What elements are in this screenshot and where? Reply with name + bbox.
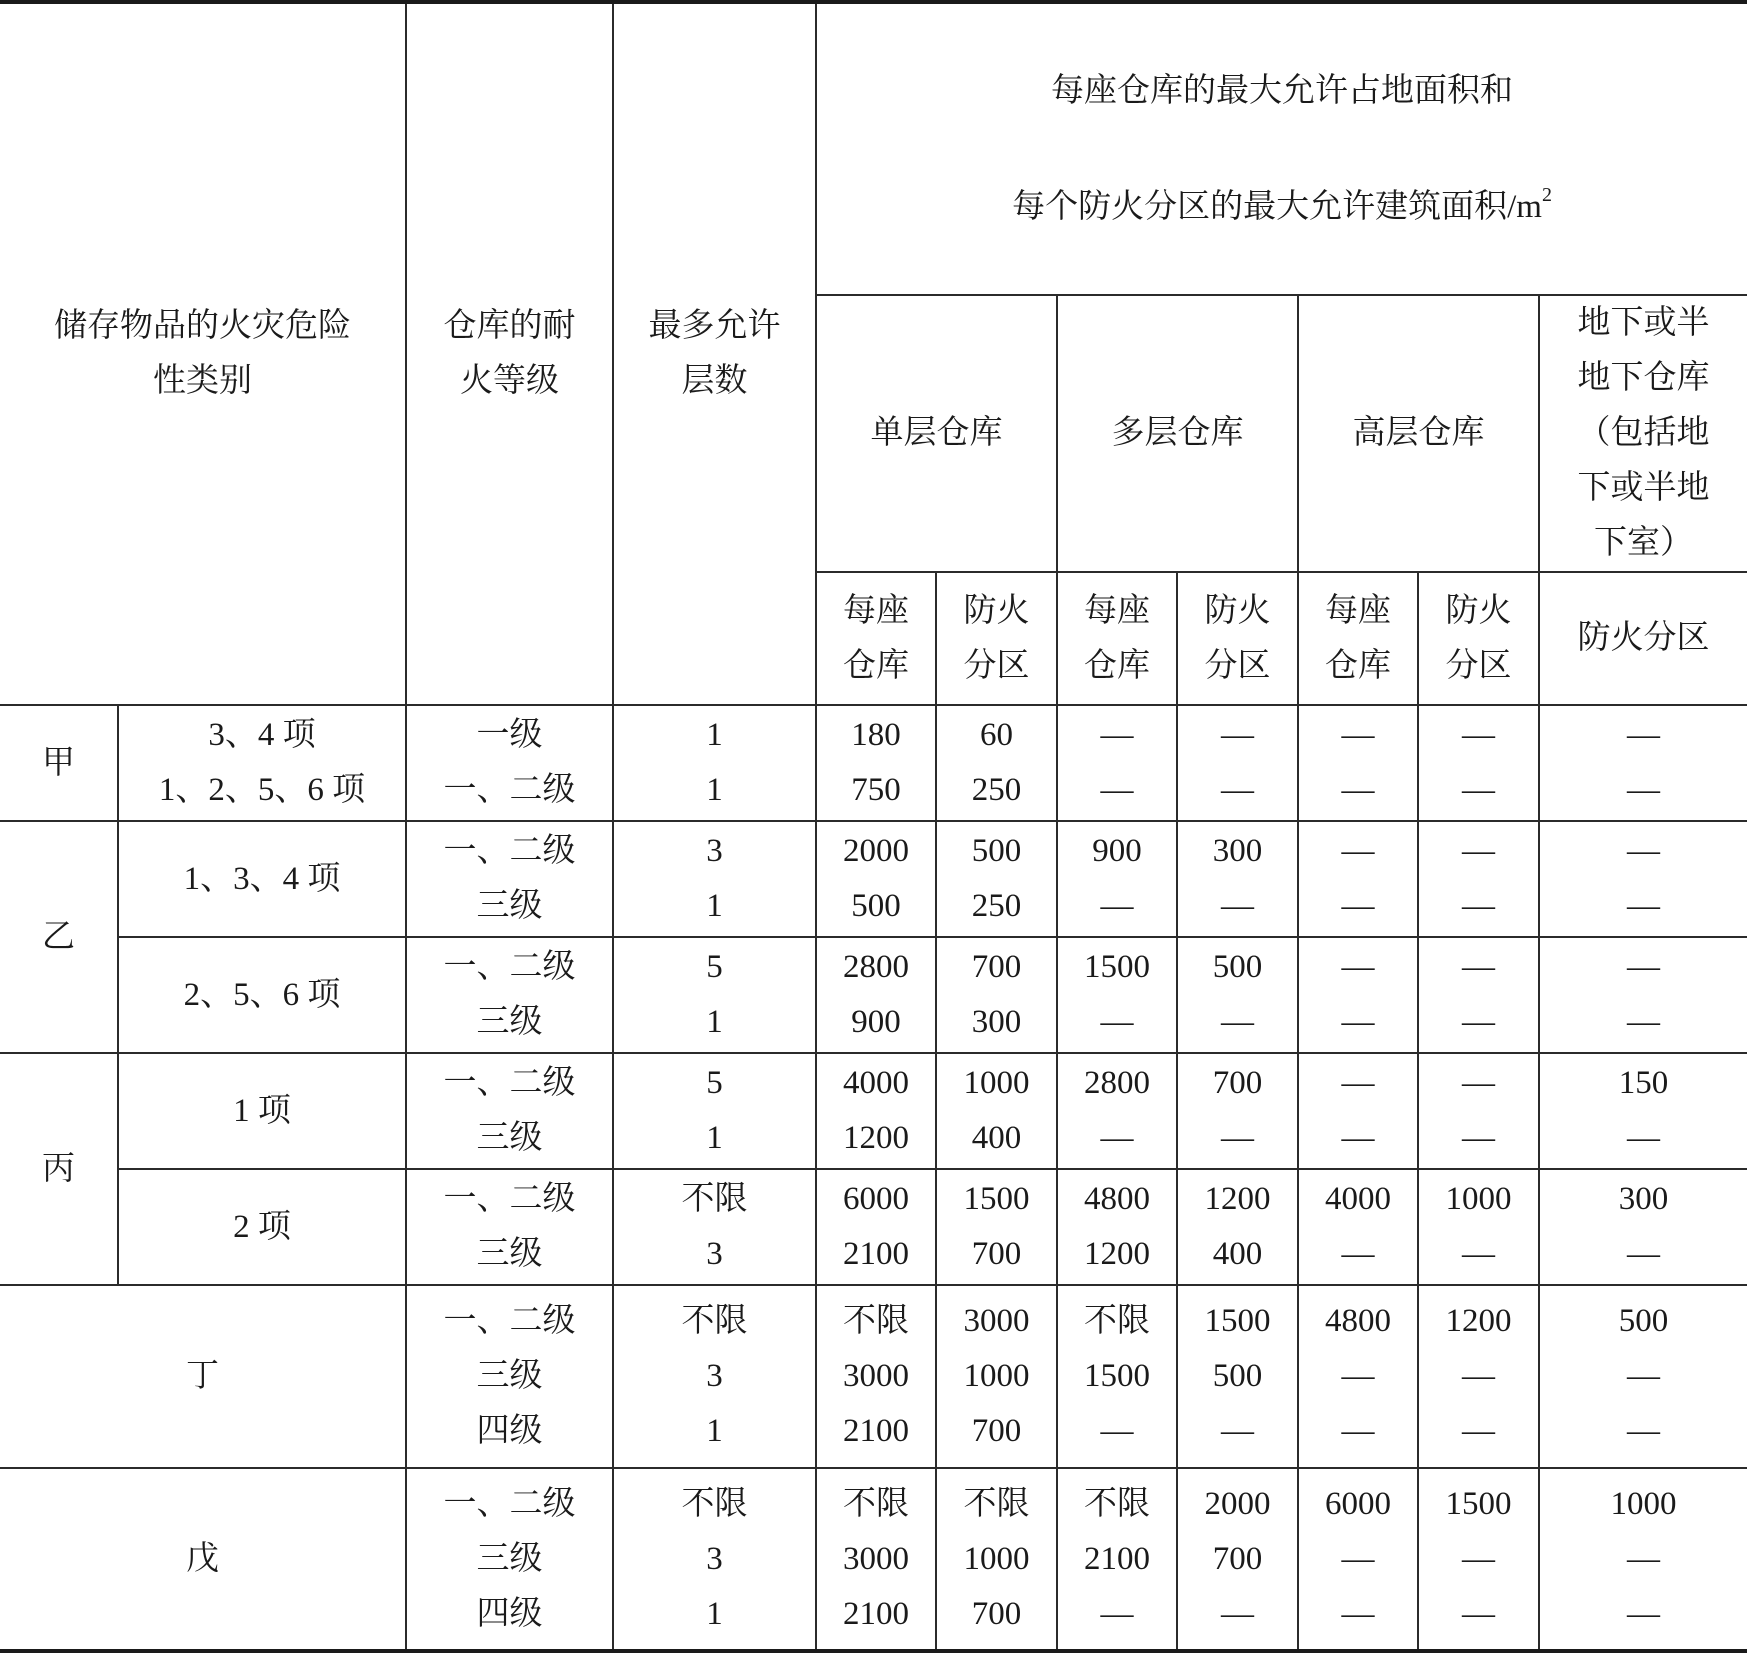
category-header: 储存物品的火灾危险 性类别 — [0, 2, 406, 705]
multi-warehouse-cell: 4800 1200 — [1057, 1169, 1177, 1285]
table-row — [0, 1169, 1747, 1285]
multi-compartment-cell: 700 — — [1177, 1053, 1298, 1169]
grade-cell: 一、二级 三级 — [406, 821, 613, 937]
category-cell: 乙 — [0, 821, 118, 1053]
area-title-line-2 — [817, 178, 1747, 236]
floors-cell: 不限 3 — [613, 1169, 816, 1285]
high-compartment-header: 防火 分区 — [1418, 572, 1539, 705]
single-warehouse-cell: 2800 900 — [816, 937, 936, 1053]
single-warehouse-cell: 4000 1200 — [816, 1053, 936, 1169]
multi-compartment-cell: 1500 500 — — [1177, 1285, 1298, 1468]
high-compartment-cell: 1000 — — [1418, 1169, 1539, 1285]
table-row — [0, 1053, 1747, 1169]
grade-cell: 一级 一、二级 — [406, 705, 613, 821]
multi-compartment-cell: 2000 700 — — [1177, 1468, 1298, 1651]
max-floors-header: 最多允许 层数 — [613, 2, 816, 705]
high-warehouse-cell: 6000 — — — [1298, 1468, 1418, 1651]
category-cell: 丙 — [0, 1053, 118, 1285]
table-row — [0, 1468, 1747, 1651]
multi-warehouse-cell: 不限 2100 — — [1057, 1468, 1177, 1651]
single-warehouse-cell: 不限 3000 2100 — [816, 1468, 936, 1651]
table-row — [0, 937, 1747, 1053]
high-compartment-cell: — — — [1418, 1053, 1539, 1169]
multi-storey-header: 多层仓库 — [1057, 295, 1298, 572]
multi-warehouse-cell: — — — [1057, 705, 1177, 821]
sub-item-cell: 1、3、4 项 — [118, 821, 406, 937]
multi-warehouse-cell: 1500 — — [1057, 937, 1177, 1053]
single-per-warehouse-header: 每座 仓库 — [816, 572, 936, 705]
underground-compartment-cell: — — — [1539, 821, 1747, 937]
category-cell: 甲 — [0, 705, 118, 821]
multi-compartment-cell: 500 — — [1177, 937, 1298, 1053]
single-compartment-header: 防火 分区 — [936, 572, 1057, 705]
grade-cell: 一、二级 三级 四级 — [406, 1468, 613, 1651]
header-row-1 — [0, 2, 1747, 295]
multi-warehouse-cell: 900 — — [1057, 821, 1177, 937]
category-cell: 戊 — [0, 1468, 406, 1651]
high-warehouse-cell: 4000 — — [1298, 1169, 1418, 1285]
single-storey-header: 单层仓库 — [816, 295, 1057, 572]
high-rise-header: 高层仓库 — [1298, 295, 1539, 572]
floors-cell: 不限 3 1 — [613, 1468, 816, 1651]
grade-cell: 一、二级 三级 — [406, 937, 613, 1053]
underground-header: 地下或半 地下仓库 （包括地 下或半地 下室） — [1539, 295, 1747, 572]
sub-item-cell: 1 项 — [118, 1053, 406, 1169]
underground-compartment-cell: — — — [1539, 937, 1747, 1053]
high-warehouse-cell: — — — [1298, 705, 1418, 821]
grade-cell: 一、二级 三级 — [406, 1053, 613, 1169]
sub-item-cell: 3、4 项 1、2、5、6 项 — [118, 705, 406, 821]
single-compartment-cell: 1000 400 — [936, 1053, 1057, 1169]
single-warehouse-cell: 6000 2100 — [816, 1169, 936, 1285]
floors-cell: 5 1 — [613, 1053, 816, 1169]
high-warehouse-cell: — — — [1298, 821, 1418, 937]
underground-compartment-header: 防火分区 — [1539, 572, 1747, 705]
high-compartment-cell: — — — [1418, 705, 1539, 821]
underground-compartment-cell: 300 — — [1539, 1169, 1747, 1285]
underground-compartment-cell: 500 — — — [1539, 1285, 1747, 1468]
multi-warehouse-cell: 不限 1500 — — [1057, 1285, 1177, 1468]
floors-cell: 3 1 — [613, 821, 816, 937]
high-compartment-cell: 1200 — — — [1418, 1285, 1539, 1468]
single-compartment-cell: 1500 700 — [936, 1169, 1057, 1285]
underground-compartment-cell: 1000 — — — [1539, 1468, 1747, 1651]
sub-item-cell: 2、5、6 项 — [118, 937, 406, 1053]
high-warehouse-cell: — — — [1298, 937, 1418, 1053]
grade-cell: 一、二级 三级 — [406, 1169, 613, 1285]
floors-cell: 1 1 — [613, 705, 816, 821]
underground-compartment-cell: 150 — — [1539, 1053, 1747, 1169]
fire-rating-header: 仓库的耐 火等级 — [406, 2, 613, 705]
multi-per-warehouse-header: 每座 仓库 — [1057, 572, 1177, 705]
area-unit-superscript: 2 — [1541, 184, 1552, 206]
multi-warehouse-cell: 2800 — — [1057, 1053, 1177, 1169]
underground-compartment-cell: — — — [1539, 705, 1747, 821]
high-per-warehouse-header: 每座 仓库 — [1298, 572, 1418, 705]
multi-compartment-header: 防火 分区 — [1177, 572, 1298, 705]
single-compartment-cell: 700 300 — [936, 937, 1057, 1053]
high-warehouse-cell: 4800 — — — [1298, 1285, 1418, 1468]
area-title-header — [816, 2, 1747, 295]
grade-cell: 一、二级 三级 四级 — [406, 1285, 613, 1468]
single-compartment-cell: 不限 1000 700 — [936, 1468, 1057, 1651]
single-compartment-cell: 500 250 — [936, 821, 1057, 937]
single-warehouse-cell: 不限 3000 2100 — [816, 1285, 936, 1468]
multi-compartment-cell: 300 — — [1177, 821, 1298, 937]
multi-compartment-cell: 1200 400 — [1177, 1169, 1298, 1285]
single-compartment-cell: 3000 1000 700 — [936, 1285, 1057, 1468]
table-row — [0, 821, 1747, 937]
high-compartment-cell: — — — [1418, 821, 1539, 937]
multi-compartment-cell: — — — [1177, 705, 1298, 821]
single-warehouse-cell: 2000 500 — [816, 821, 936, 937]
high-compartment-cell: 1500 — — — [1418, 1468, 1539, 1651]
area-title-line-1: 每座仓库的最大允许占地面积和 — [1051, 73, 1514, 109]
sub-item-cell: 2 项 — [118, 1169, 406, 1285]
table-row — [0, 1285, 1747, 1468]
category-cell: 丁 — [0, 1285, 406, 1468]
floors-cell: 不限 3 1 — [613, 1285, 816, 1468]
floors-cell: 5 1 — [613, 937, 816, 1053]
high-compartment-cell: — — — [1418, 937, 1539, 1053]
table-row — [0, 705, 1747, 821]
area-title-line-2-text: 每个防火分区的最大允许建筑面积/m — [1012, 189, 1542, 225]
high-warehouse-cell: — — — [1298, 1053, 1418, 1169]
single-compartment-cell: 60 250 — [936, 705, 1057, 821]
single-warehouse-cell: 180 750 — [816, 705, 936, 821]
